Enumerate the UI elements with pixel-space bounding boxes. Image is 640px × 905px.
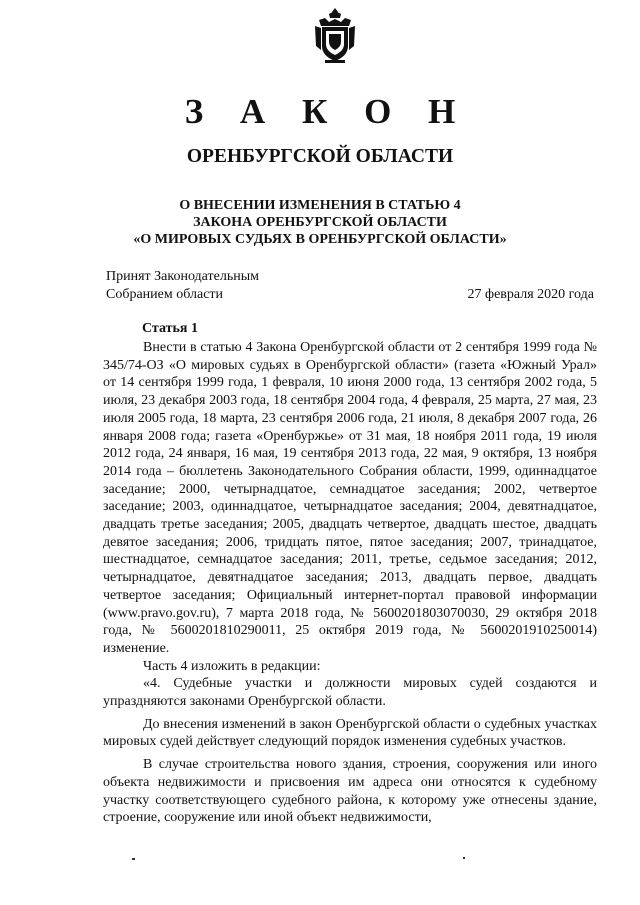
subtitle-line: «О МИРОВЫХ СУДЬЯХ В ОРЕНБУРГСКОЙ ОБЛАСТИ» [133, 232, 507, 247]
paragraph: До внесения изменений в закон Оренбургской области о судебных участках мировых судей действует следующий порядок изменения судебных участков. [103, 716, 597, 750]
scan-mark [132, 858, 135, 860]
article-heading: Статья 1 [142, 321, 198, 336]
subtitle-line: О ВНЕСЕНИИ ИЗМЕНЕНИЯ В СТАТЬЮ 4 [179, 198, 461, 213]
document-region: ОРЕНБУРГСКОЙ ОБЛАСТИ [186, 146, 454, 167]
adoption-date: 27 февраля 2020 года [467, 287, 594, 302]
coat-of-arms-emblem [313, 6, 357, 64]
paragraph: В случае строительства нового здания, строения, сооружения или иного объекта недвижимости и присвоения им адреса они относятся к судебному участку соответствующего судебного района, к которому уже отнесены здание, строение, сооружение или иной объект недвижимости, [103, 757, 597, 826]
adoption-line: Собранием области [106, 287, 224, 302]
article-body [103, 339, 597, 827]
paragraph: Часть 4 изложить в редакции: [143, 658, 321, 674]
document-subtitle [0, 197, 640, 248]
adoption-line: Принят Законодательным [106, 269, 259, 284]
paragraph: Внести в статью 4 Закона Оренбургской области от 2 сентября 1999 года № 345/74-ОЗ «О мировых судьях в Оренбургской области» (газета «Южный Урал» от 14 сентября 1999 года, 1 февраля, 10 июня 2000 года, 13 сентября 2002 года, 5 июля, 23 декабря 2003 года, 18 сентября 2004 года, 4 февраля, 25 марта, 27 мая, 23 июля 2005 года, 18 марта, 23 сентября 2006 года, 21 июля, 8 декабря 2007 года, 26 января 2008 года; газета «Оренбуржье» от 31 мая, 18 ноября 2011 года, 19 июля 2012 года, 24 января, 16 мая, 19 сентября 2013 года, 22 мая, 9 октября, 13 ноября 2014 года – бюллетень Законодательного Собрания области, 1999, одиннадцатое заседание; 2000, четырнадцатое, семнадцатое заседания; 2002, четвертое заседание; 2003, одиннадцатое, четырнадцатое заседания; 2004, девятнадцатое, двадцать третье заседания; 2005, двадцать четвертое, двадцать шестое, двадцать девятое заседания; 2006, тридцать пятое, пятое заседания; 2007, тринадцатое, шестнадцатое, семнадцатое заседания; 2011, третье, седьмое заседания; 2012, четырнадцатое, девятнадцатое заседания; 2013, двадцать первое, двадцать четвертое заседания; Официальный интернет-портал правовой информации (www.pravo.gov.ru), 7 марта 2018 года, № 5600201803070030, 29 октября 2018 года, № 5600201810290011, 25 октября 2019 года, № 5600201910250014) изменение. [103, 340, 597, 656]
paragraph: «4. Судебные участки и должности мировых судей создаются и упраздняются законами Оренбургской области. [103, 676, 597, 710]
scan-mark [463, 857, 465, 859]
subtitle-line: ЗАКОНА ОРЕНБУРГСКОЙ ОБЛАСТИ [193, 215, 447, 230]
adoption-note [106, 268, 259, 304]
document-title: З А К О Н [184, 92, 470, 131]
